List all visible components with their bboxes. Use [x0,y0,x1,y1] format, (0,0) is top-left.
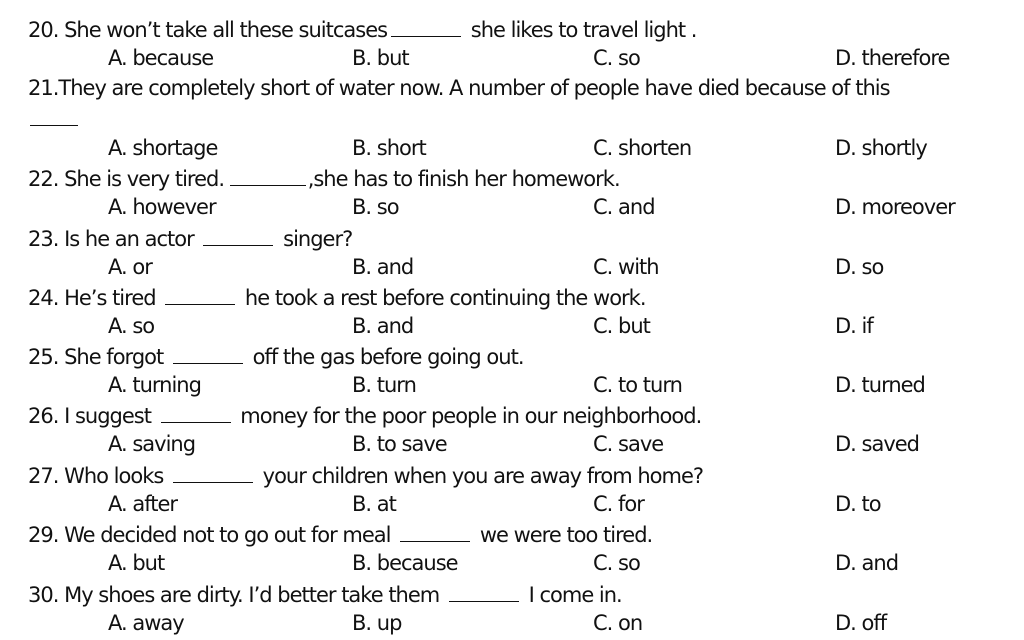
option-b[interactable]: B. and [352,314,414,338]
answer-blank[interactable] [30,103,78,126]
question-stem [28,14,696,45]
stem-text: 24. He’s tired [28,286,162,310]
options-row [0,371,1024,400]
option-c[interactable]: C. for [593,492,644,516]
option-b[interactable]: B. but [352,46,409,70]
stem-text: 26. I suggest [28,404,157,428]
options-row [0,549,1024,578]
option-a[interactable]: A. after [108,492,178,516]
option-c[interactable]: C. so [593,551,640,575]
option-a[interactable]: A. because [108,46,214,70]
option-d[interactable]: D. moreover [835,195,955,219]
stem-text: I come in. [522,583,622,607]
stem-text: 21.They are completely short of water now. A number of people have died because of this [28,76,890,100]
option-d[interactable]: D. shortly [835,136,927,160]
option-a[interactable]: A. saving [108,432,196,456]
options-row [0,312,1024,341]
option-d[interactable]: D. to [835,492,881,516]
question-stem [28,163,620,194]
option-a[interactable]: A. or [108,255,152,279]
question-stem [28,400,701,431]
answer-blank[interactable] [165,282,235,305]
stem-text: 29. We decided not to go out for meal [28,523,397,547]
stem-text: 25. She forgot [28,345,169,369]
stem-text: 30. My shoes are dirty. I’d better take them [28,583,445,607]
option-c[interactable]: C. on [593,611,643,635]
option-c[interactable]: C. but [593,314,650,338]
option-b[interactable]: B. to save [352,432,447,456]
options-row [0,430,1024,459]
stem-text: your children when you are away from home? [256,464,704,488]
options-row [0,490,1024,519]
question-stem [28,341,524,372]
question-stem [28,519,652,550]
stem-text: money for the poor people in our neighborhood. [234,404,702,428]
stem-text: off the gas before going out. [246,345,524,369]
option-c[interactable]: C. save [593,432,664,456]
question-stem [28,460,703,491]
question-stem [28,579,622,610]
answer-blank[interactable] [173,460,253,483]
option-a[interactable]: A. away [108,611,184,635]
stem-text: ,she has to finish her homework. [307,167,620,191]
option-d[interactable]: D. off [835,611,887,635]
stem-text: 20. She won’t take all these suitcases [28,18,388,42]
answer-blank[interactable] [400,519,470,542]
option-b[interactable]: B. and [352,255,414,279]
option-b[interactable]: B. so [352,195,399,219]
question-stem [28,282,646,313]
answer-blank[interactable] [230,163,306,186]
options-row [0,609,1024,638]
option-a[interactable]: A. but [108,551,165,575]
option-d[interactable]: D. therefore [835,46,950,70]
options-row [0,193,1024,222]
option-b[interactable]: B. at [352,492,396,516]
option-c[interactable]: C. shorten [593,136,692,160]
option-b[interactable]: B. up [352,611,402,635]
stem-text: she likes to travel light . [465,18,697,42]
option-d[interactable]: D. and [835,551,899,575]
option-d[interactable]: D. turned [835,373,925,397]
question-stem [28,74,928,134]
stem-text: he took a rest before continuing the work. [239,286,646,310]
stem-text: 22. She is very tired. [28,167,230,191]
option-a[interactable]: A. turning [108,373,201,397]
option-a[interactable]: A. shortage [108,136,218,160]
option-c[interactable]: C. to turn [593,373,682,397]
option-b[interactable]: B. because [352,551,458,575]
option-c[interactable]: C. and [593,195,655,219]
answer-blank[interactable] [391,14,461,37]
option-d[interactable]: D. if [835,314,873,338]
option-d[interactable]: D. so [835,255,884,279]
option-c[interactable]: C. so [593,46,640,70]
option-a[interactable]: A. however [108,195,216,219]
options-row [0,253,1024,282]
option-b[interactable]: B. short [352,136,426,160]
option-b[interactable]: B. turn [352,373,416,397]
question-stem [28,223,352,254]
option-c[interactable]: C. with [593,255,659,279]
stem-text: we were too tired. [474,523,653,547]
answer-blank[interactable] [203,223,273,246]
option-a[interactable]: A. so [108,314,155,338]
options-row [0,134,1024,163]
option-d[interactable]: D. saved [835,432,920,456]
answer-blank[interactable] [449,579,519,602]
answer-blank[interactable] [173,341,243,364]
answer-blank[interactable] [161,400,231,423]
stem-text: 23. Is he an actor [28,227,200,251]
stem-text: singer? [277,227,353,251]
stem-text: 27. Who looks [28,464,169,488]
options-row [0,44,1024,73]
